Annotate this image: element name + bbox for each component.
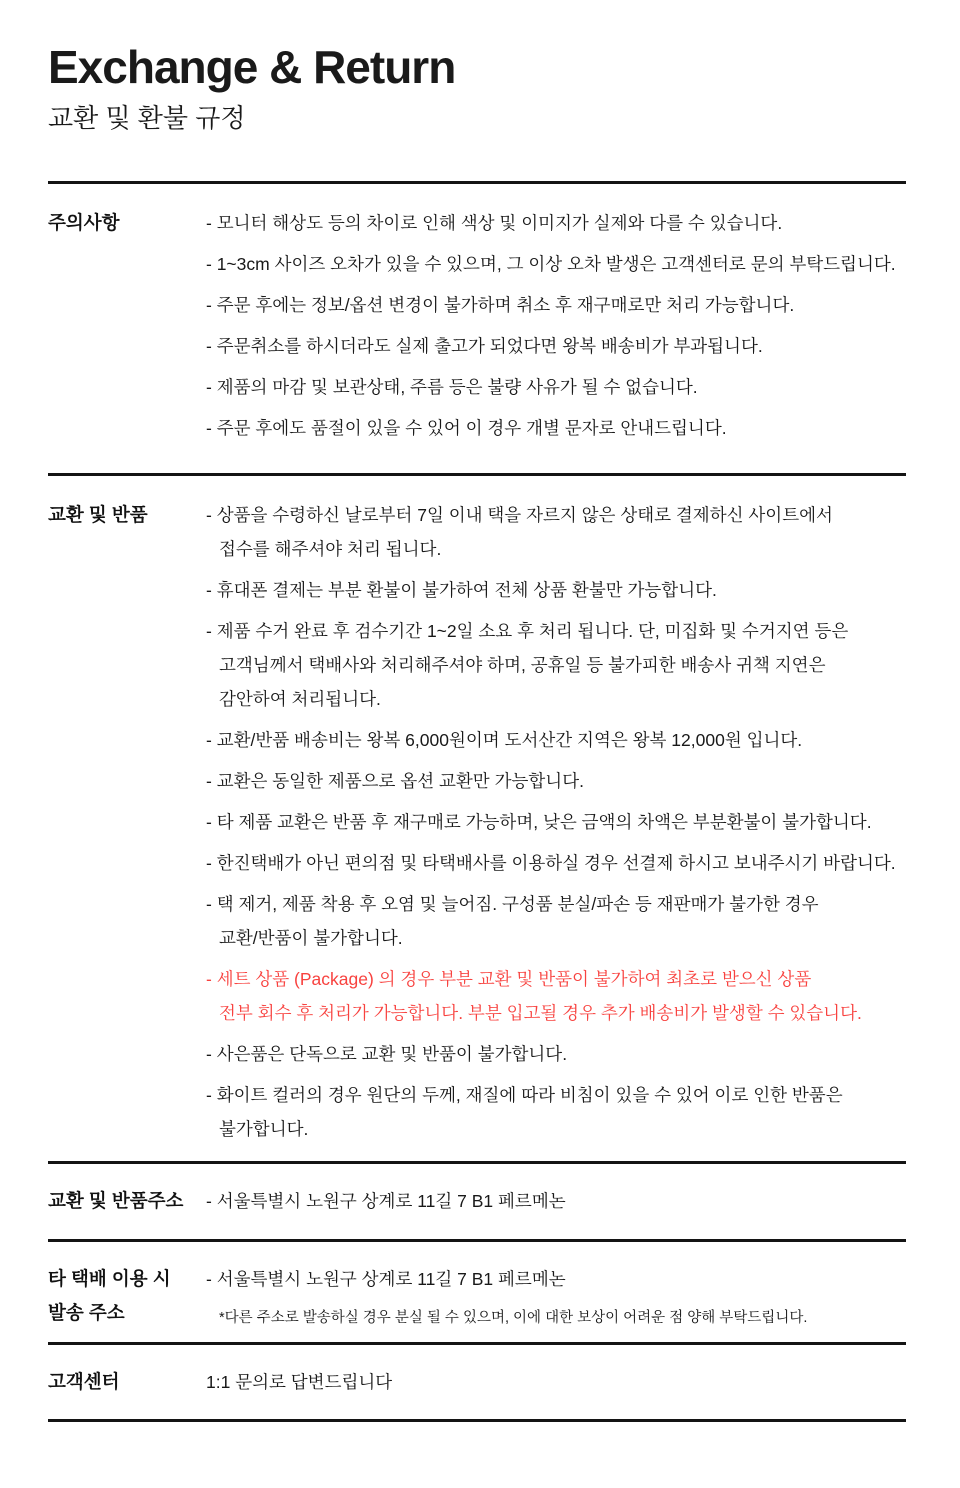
section-label-line: 고객센터 (48, 1371, 120, 1393)
policy-item (206, 1365, 906, 1399)
policy-item-line: 1:1 문의로 답변드립니다 (206, 1372, 393, 1393)
page-title: Exchange & Return (48, 41, 456, 93)
section-label (48, 1184, 206, 1218)
section-label (48, 1365, 206, 1399)
policy-item (206, 573, 906, 607)
section-label (48, 498, 206, 1146)
section-items (206, 206, 906, 445)
policy-item-line: *다른 주소로 발송하실 경우 분실 될 수 있으며, 이에 대한 보상이 어려운 점 양해 부탁드립니다. (219, 1310, 808, 1327)
section-label (48, 1262, 206, 1333)
policy-item (206, 329, 906, 363)
policy-item-line: - 교환/반품 배송비는 왕복 6,000원이며 도서산간 지역은 왕복 12,000원 입니다. (206, 730, 803, 751)
policy-item-line: - 주문 후에도 품절이 있을 수 있어 이 경우 개별 문자로 안내드립니다. (206, 418, 727, 439)
policy-section (48, 1345, 906, 1422)
policy-item-line: 불가합니다. (219, 1119, 309, 1140)
policy-item-line: - 세트 상품 (Package) 의 경우 부분 교환 및 반품이 불가하여 최초로 받으신 상품 (206, 969, 812, 990)
section-label (48, 206, 206, 445)
section-label-line: 타 택배 이용 시 (48, 1268, 171, 1290)
policy-section (48, 1242, 906, 1345)
policy-sections (48, 184, 906, 1422)
policy-item (206, 723, 906, 757)
policy-item (206, 614, 906, 716)
policy-item (206, 1184, 906, 1218)
page-header (48, 0, 906, 184)
policy-item-line: 교환/반품이 불가합니다. (219, 928, 403, 949)
section-items (206, 1262, 906, 1333)
policy-item-line: - 1~3cm 사이즈 오차가 있을 수 있으며, 그 이상 오차 발생은 고객센터로 문의 부탁드립니다. (206, 254, 896, 275)
policy-item (206, 1262, 906, 1296)
policy-item-line: - 택 제거, 제품 착용 후 오염 및 늘어짐. 구성품 분실/파손 등 재판매가 불가한 경우 (206, 894, 819, 915)
policy-item-line: - 교환은 동일한 제품으로 옵션 교환만 가능합니다. (206, 771, 584, 792)
policy-item (206, 1037, 906, 1071)
policy-section (48, 1164, 906, 1242)
policy-item-line: - 제품 수거 완료 후 검수기간 1~2일 소요 후 처리 됩니다. 단, 미집화 및 수거지연 등은 (206, 621, 849, 642)
policy-section (48, 476, 906, 1164)
policy-item (206, 846, 906, 880)
policy-item-line: - 서울특별시 노원구 상계로 11길 7 B1 페르메논 (206, 1191, 566, 1212)
page-subtitle: 교환 및 환불 규정 (48, 102, 246, 133)
policy-item-line: - 휴대폰 결제는 부분 환불이 불가하여 전체 상품 환불만 가능합니다. (206, 580, 717, 601)
policy-item-line: - 상품을 수령하신 날로부터 7일 이내 택을 자르지 않은 상태로 결제하신 사이트에서 (206, 505, 833, 526)
policy-section (48, 184, 906, 476)
policy-item-line: - 화이트 컬러의 경우 원단의 두께, 재질에 따라 비침이 있을 수 있어 이로 인한 반품은 (206, 1085, 843, 1106)
policy-item-line: 고객님께서 택배사와 처리해주셔야 하며, 공휴일 등 불가피한 배송사 귀책 지연은 (219, 655, 826, 676)
policy-item (206, 887, 906, 955)
policy-item-line: 접수를 해주셔야 처리 됩니다. (219, 539, 442, 560)
policy-item (206, 206, 906, 240)
policy-item-line: - 모니터 해상도 등의 차이로 인해 색상 및 이미지가 실제와 다를 수 있습니다. (206, 213, 783, 234)
policy-item (206, 962, 906, 1030)
policy-item (206, 498, 906, 566)
policy-item-line: - 한진택배가 아닌 편의점 및 타택배사를 이용하실 경우 선결제 하시고 보내주시기 바랍니다. (206, 853, 896, 874)
section-items (206, 1365, 906, 1399)
policy-item (206, 764, 906, 798)
policy-item (206, 805, 906, 839)
section-items (206, 1184, 906, 1218)
policy-item-line: - 주문 후에는 정보/옵션 변경이 불가하며 취소 후 재구매로만 처리 가능합니다. (206, 295, 795, 316)
policy-item-line: - 제품의 마감 및 보관상태, 주름 등은 불량 사유가 될 수 없습니다. (206, 377, 698, 398)
policy-item-line: - 타 제품 교환은 반품 후 재구매로 가능하며, 낮은 금액의 차액은 부분환불이 불가합니다. (206, 812, 872, 833)
section-label-line: 교환 및 반품 (48, 504, 148, 526)
policy-item-line: 감안하여 처리됩니다. (219, 689, 381, 710)
section-items (206, 498, 906, 1146)
policy-item-line: - 서울특별시 노원구 상계로 11길 7 B1 페르메논 (206, 1269, 566, 1290)
policy-item (206, 247, 906, 281)
policy-item (206, 370, 906, 404)
policy-item-line: 전부 회수 후 처리가 가능합니다. 부분 입고될 경우 추가 배송비가 발생할 수 있습니다. (219, 1003, 862, 1024)
policy-item-line: - 사은품은 단독으로 교환 및 반품이 불가합니다. (206, 1044, 568, 1065)
section-label-line: 주의사항 (48, 212, 120, 234)
section-label-line: 교환 및 반품주소 (48, 1190, 184, 1212)
policy-item (206, 288, 906, 322)
section-label-line: 발송 주소 (48, 1302, 125, 1324)
policy-item (206, 1303, 906, 1333)
policy-item (206, 1078, 906, 1146)
policy-item-line: - 주문취소를 하시더라도 실제 출고가 되었다면 왕복 배송비가 부과됩니다. (206, 336, 763, 357)
policy-item (206, 411, 906, 445)
